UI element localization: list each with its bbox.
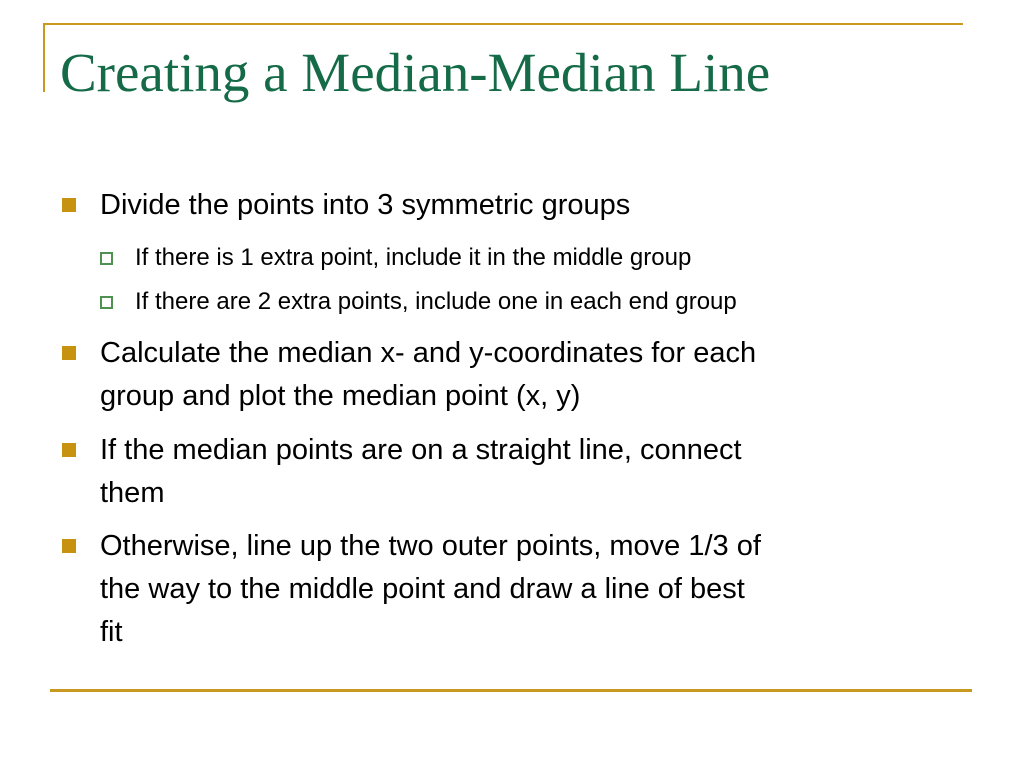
- title-left-accent-line: [43, 23, 45, 92]
- sub-bullet-item: [62, 280, 972, 324]
- bullet-square-icon: [62, 198, 76, 212]
- top-border-line: [43, 23, 963, 25]
- bullet-line: Divide the points into 3 symmetric groups: [100, 189, 631, 221]
- bullet-line: If there is 1 extra point, include it in the middle group: [135, 244, 692, 271]
- bullet-item: [62, 429, 972, 515]
- slide-title: Creating a Median-Median Line: [60, 42, 771, 103]
- sub-bullet-square-icon: [100, 296, 113, 309]
- bullet-line: If there are 2 extra points, include one in each end group: [135, 288, 737, 315]
- bullet-item: [62, 525, 972, 654]
- bullet-square-icon: [62, 539, 76, 553]
- bullet-text: [100, 332, 972, 418]
- sub-bullet-item: [62, 236, 972, 280]
- bullet-line: fit: [100, 616, 123, 648]
- bullet-text: [100, 525, 972, 654]
- bottom-border-line: [50, 689, 972, 692]
- sub-bullet-text: [135, 280, 972, 324]
- sub-bullet-square-icon: [100, 252, 113, 265]
- bullet-list: [62, 184, 972, 654]
- bullet-text: [100, 184, 972, 227]
- bullet-text: [100, 429, 972, 515]
- bullet-line: Calculate the median x- and y-coordinates for each: [100, 337, 757, 369]
- bullet-square-icon: [62, 443, 76, 457]
- bullet-line: Otherwise, line up the two outer points, move 1/3 of: [100, 530, 761, 562]
- sub-bullet-text: [135, 236, 972, 280]
- bullet-line: them: [100, 477, 165, 509]
- bullet-square-icon: [62, 346, 76, 360]
- bullet-line: If the median points are on a straight line, connect: [100, 434, 742, 466]
- bullet-item: [62, 332, 972, 418]
- bullet-line: the way to the middle point and draw a line of best: [100, 573, 745, 605]
- bullet-line: group and plot the median point (x, y): [100, 380, 581, 412]
- bullet-item: [62, 184, 972, 227]
